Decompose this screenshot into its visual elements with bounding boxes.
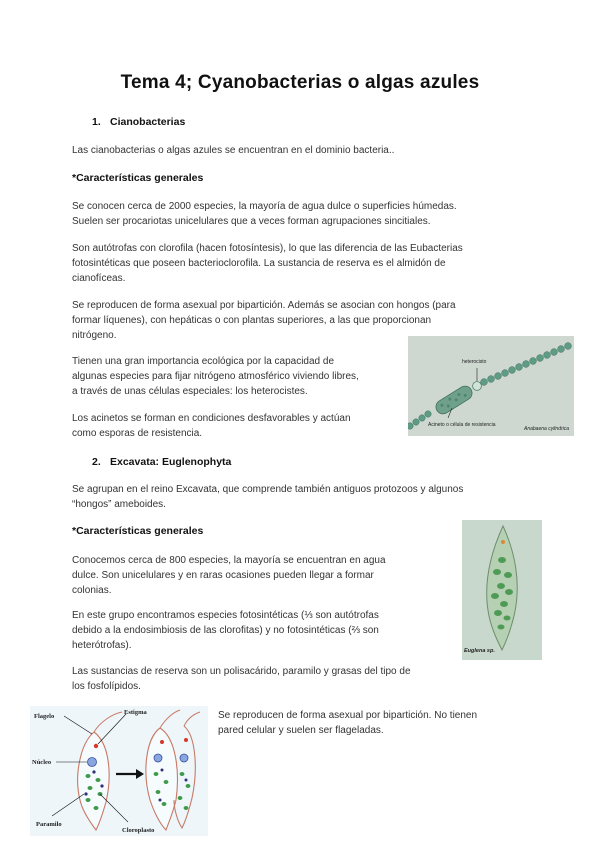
paramilo-label: Paramilo bbox=[36, 821, 62, 828]
nucleo-label: Núcleo bbox=[32, 759, 52, 766]
euglena-photo bbox=[462, 520, 542, 660]
section-2-title: Excavata: Euglenophyta bbox=[110, 456, 232, 468]
text-line: heterótrofas). bbox=[72, 640, 132, 651]
text-line: pared celular y suelen ser flageladas. bbox=[218, 725, 384, 736]
text-line: En este grupo encontramos especies fotosintéticas (⅓ son autótrofas bbox=[72, 610, 379, 621]
text-line: Conocemos cerca de 800 especies, la mayoría se encuentran en agua bbox=[72, 555, 386, 566]
section-2-heading bbox=[92, 456, 231, 468]
diagram-image bbox=[30, 706, 208, 836]
species-label: Anabaena cylindrica bbox=[524, 426, 570, 432]
paragraph bbox=[72, 553, 386, 598]
paragraph bbox=[72, 354, 359, 399]
text-line: Se reproducen de forma asexual por bipartición. Además se asocian con hongos (para bbox=[72, 300, 456, 311]
section-2-subheading: *Características generales bbox=[72, 525, 204, 537]
paragraph bbox=[72, 482, 463, 512]
text-line: Los acinetos se forman en condiciones desfavorables y actúan bbox=[72, 413, 351, 424]
text-line: Se conocen cerca de 2000 especies, la mayoría de agua dulce o superficies húmedas. bbox=[72, 201, 457, 212]
paragraph bbox=[72, 199, 457, 229]
anabaena-image bbox=[408, 336, 574, 436]
section-1-subheading: *Características generales bbox=[72, 172, 204, 184]
text-line: Son autótrofas con clorofila (hacen fotosíntesis), lo que las diferencia de las Eubacterias bbox=[72, 243, 463, 254]
text-line: “hongos” ameboides. bbox=[72, 499, 166, 510]
euglena-division-diagram bbox=[30, 706, 208, 836]
paragraph bbox=[72, 298, 456, 343]
text-line: algunas especies para fijar nitrógeno atmosférico viviendo libres, bbox=[72, 371, 359, 382]
euglena-image bbox=[462, 520, 542, 660]
section-1-heading bbox=[92, 116, 185, 128]
text-line: dulce. Son unicelulares y en raras ocasiones pueden llegar a formar bbox=[72, 570, 374, 581]
text-line: fotosintéticas que poseen bacterioclorofila. La sustancia de reserva es el almidón de bbox=[72, 258, 446, 269]
paragraph bbox=[72, 608, 379, 653]
section-2-number: 2. bbox=[92, 456, 101, 468]
text-line: Suelen ser procariotas unicelulares que a veces forman agrupaciones sincitiales. bbox=[72, 216, 431, 227]
page-title: Tema 4; Cyanobacterias o algas azules bbox=[120, 72, 480, 93]
text-line: formar líquenes), con hepáticas o con plantas superiores, a las que proporcionan bbox=[72, 315, 432, 326]
paragraph bbox=[72, 411, 351, 441]
text-line: Las sustancias de reserva son un polisacárido, paramilo y grasas del tipo de bbox=[72, 666, 411, 677]
heterocyst-label: heterocisto bbox=[462, 359, 487, 365]
text-line: debido a la endosimbiosis de las clorofitas) y no fotosintéticas (⅔ son bbox=[72, 625, 379, 636]
text-line: colonias. bbox=[72, 585, 112, 596]
text-line: a través de unas células especiales: los heterocistes. bbox=[72, 386, 308, 397]
estigma-label: Estigma bbox=[124, 709, 147, 716]
text-line: los fosfolípidos. bbox=[72, 681, 141, 692]
paragraph bbox=[72, 664, 411, 694]
text-line: nitrógeno. bbox=[72, 330, 117, 341]
flagelo-label: Flagelo bbox=[34, 713, 55, 720]
section-1-intro: Las cianobacterias o algas azules se encuentran en el dominio bacteria.. bbox=[72, 145, 395, 156]
text-line: Se agrupan en el reino Excavata, que comprende también antiguos protozoos y algunos bbox=[72, 484, 464, 495]
cloroplasto-label: Cloroplasto bbox=[122, 827, 155, 834]
paragraph bbox=[72, 241, 463, 286]
section-1-title: Cianobacterias bbox=[110, 116, 186, 128]
akinete-label: Acineto o célula de resistencia bbox=[428, 422, 496, 428]
euglena-caption: Euglena sp. bbox=[464, 648, 495, 654]
text-line: Se reproducen de forma asexual por bipartición. No tienen bbox=[218, 710, 478, 721]
paragraph bbox=[218, 708, 477, 738]
text-line: cianofíceas. bbox=[72, 273, 126, 284]
section-1-number: 1. bbox=[92, 116, 101, 128]
text-line: como esporas de resistencia. bbox=[72, 428, 203, 439]
anabaena-micrograph bbox=[408, 336, 574, 436]
text-line: Tienen una gran importancia ecológica por la capacidad de bbox=[72, 356, 335, 367]
